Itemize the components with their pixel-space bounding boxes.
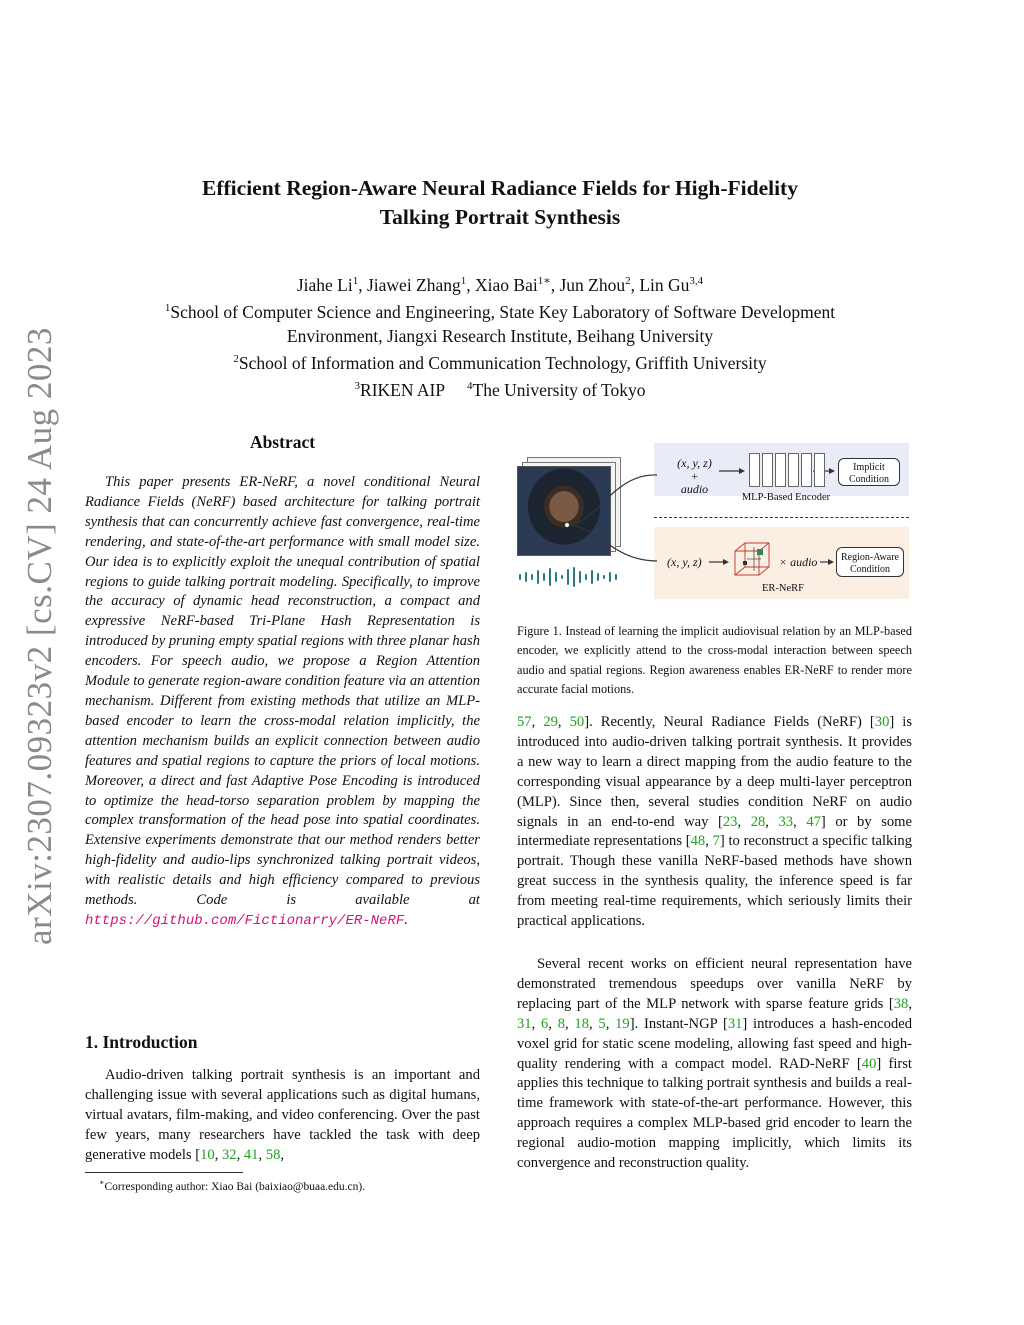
citation-link[interactable]: 31 bbox=[517, 1015, 532, 1032]
citation-link[interactable]: 19 bbox=[615, 1015, 630, 1032]
title-line-2: Talking Portrait Synthesis bbox=[379, 205, 621, 229]
paragraph-text: ] introduces a hash-encoded voxel grid for static scene modeling, allowing fast speed and high-quality rendering with a compact model. RAD-NeRF [ bbox=[517, 1015, 913, 1072]
box-line: Condition bbox=[849, 564, 890, 575]
box-line: Region-Aware bbox=[841, 552, 899, 563]
author-name: Xiao Bai bbox=[475, 274, 538, 295]
affiliation-3-4 bbox=[0, 375, 1000, 402]
author-block bbox=[0, 270, 1000, 403]
intro-paragraph: Audio-driven talking portrait synthesis is an important and challenging issue with several applications such as digital humans, virtual avatars, film-making, and video conferencing. Over the past few years, many researchers have tackled the task with deep generative models [10, 32, 41, 58, bbox=[85, 1067, 480, 1163]
mlp-layer bbox=[775, 453, 786, 487]
affiliation-sup: 4 bbox=[467, 380, 473, 393]
citation-link[interactable]: 57 bbox=[517, 714, 532, 730]
paragraph-text: ] to reconstruct a specific talking portrait. Though these vanilla NeRF-based methods have shown great success in the synthesis quality, the inference speed is far from meeting real-time requirements, which seriously limits their practical applications. bbox=[517, 833, 913, 930]
footnote-divider bbox=[85, 1172, 243, 1173]
box-line: Condition bbox=[848, 474, 889, 485]
mlp-layer bbox=[801, 453, 812, 487]
paragraph-text: Several recent works on efficient neural representation have demonstrated tremendous speedups over vanilla NeRF by replacing part of the MLP network with sparse feature grids [ bbox=[517, 956, 912, 1012]
author-list: Jiahe Li$^1$, Jiawei Zhang$^1$, Xiao Bai$^{1∗}$, Jun Zhou$^2$, Lin Gu$^{3,4}$ bbox=[296, 274, 704, 295]
region-aware-condition-box bbox=[836, 547, 904, 577]
author-sup: 3,4 bbox=[689, 275, 704, 287]
citation-link[interactable]: 30 bbox=[874, 714, 890, 730]
citation-link[interactable]: 8 bbox=[557, 1015, 565, 1032]
abstract-heading: Abstract bbox=[249, 432, 316, 452]
citation-link[interactable]: 38 bbox=[893, 995, 909, 1012]
mlp-encoder-label: MLP-Based Encoder bbox=[741, 492, 831, 503]
xyz-label: (x, y, z) bbox=[677, 456, 712, 470]
figure-caption: Figure 1. Instead of learning the implicit audiovisual relation by an MLP-based encoder, we explicitly attend to the cross-modal interaction between speech audio and spatial regions. Region awareness enables ER-NeRF to render more accurate facial motions. bbox=[517, 624, 912, 696]
citation-link[interactable]: 33 bbox=[778, 813, 794, 830]
xyz-audio-input bbox=[667, 457, 722, 496]
citation-link[interactable]: 5 bbox=[598, 1015, 606, 1032]
footnote bbox=[99, 1178, 365, 1193]
author-name: Jun Zhou bbox=[559, 274, 626, 295]
times-audio-label: × audio bbox=[779, 555, 818, 569]
author-sup: 1 bbox=[460, 275, 467, 287]
citation-link[interactable]: 48 bbox=[690, 833, 706, 850]
citation-link[interactable]: 31 bbox=[727, 1015, 743, 1032]
mlp-layer bbox=[788, 453, 799, 487]
right-paragraph-2: Several recent works on efficient neural representation have demonstrated tremendous speedups over vanilla NeRF by replacing part of the MLP network with sparse feature grids [38, 31, 6, 8, 18, 5, 19]. Instant-NGP [31] introduces a hash-encoded voxel grid for static scene modeling, allowing fast speed and high-quality rendering with a compact model. RAD-NeRF [40] first applies this technique to talking portrait synthesis and builds a real-time framework with state-of-the-art performance. However, this approach requires a complex MLP-based grid encoder to learn the regional audio-motion mapping implicitly, which limits its convergence and reconstruction quality. bbox=[517, 956, 913, 1172]
affiliation-text: The University of Tokyo bbox=[472, 380, 646, 401]
abstract-body bbox=[85, 473, 480, 932]
paper-title bbox=[0, 174, 1000, 232]
affiliation-2 bbox=[0, 348, 1000, 375]
mlp-encoder-icon bbox=[749, 453, 825, 487]
author-name: Lin Gu bbox=[639, 274, 690, 295]
paragraph-text: ] first applies this technique to talking portrait synthesis and builds a real-time framework with state-of-the-art performance. However, this approach requires a complex MLP-based grid encoder to learn the regional audio-motion mapping implicitly, which limits its convergence and reconstruction quality. bbox=[517, 1055, 912, 1172]
figure-1 bbox=[517, 443, 909, 601]
mlp-layer bbox=[749, 453, 760, 487]
citation-link[interactable]: 6 bbox=[541, 1015, 549, 1032]
citation-link[interactable]: 32 bbox=[221, 1146, 237, 1163]
citation-link[interactable]: 47 bbox=[806, 813, 821, 830]
footnote-mark: ∗ bbox=[99, 1178, 105, 1187]
author-sup: 1∗ bbox=[537, 275, 551, 287]
xyz-bottom-label: (x, y, z) bbox=[667, 555, 702, 569]
citation-link[interactable]: 7 bbox=[712, 833, 720, 850]
paragraph-text: ]. Instant-NGP [ bbox=[629, 1015, 728, 1032]
section-heading-introduction: 1. Introduction bbox=[85, 1032, 198, 1052]
citation-link[interactable]: 58 bbox=[265, 1146, 281, 1163]
affiliation-sup: 1 bbox=[164, 302, 171, 315]
mlp-layer bbox=[814, 453, 825, 487]
affiliation-sup: 2 bbox=[233, 353, 239, 366]
abstract-text: This paper presents ER-NeRF, a novel conditional Neural Radiance Fields (NeRF) based architecture for talking portrait synthesis that can concurrently achieve fast convergence, real-time rendering, and state-of-the-art performance with small model size. Our idea is to explicitly exploit the unequal contribution of spatial regions to guide talking portrait modeling. Specifically, to improve the accuracy of dynamic head reconstruction, a compact and expressive NeRF-based Tri-Plane Hash Representation is introduced by pruning empty spatial regions with three planar hash encoders. For speech audio, we propose a Region Attention Module to generate region-aware condition feature via an attention mechanism. Different from existing methods that utilize an MLP-based encoder to learn the cross-modal relation implicitly, the attention mechanism builds an explicit connection between audio features and spatial regions to capture the priors of local motions. Moreover, a direct and fast Adaptive Pose Encoding is introduced to optimize the head-torso separation problem by mapping the complex transformation of the head pose into spatial coordinates. Extensive experiments demonstrate that our method renders better high-fidelity and audio-lips synchronized talking portrait videos, with realistic details and high efficiency compared to previous methods. Code is available at bbox=[85, 474, 480, 909]
mlp-layer bbox=[762, 453, 773, 487]
affiliation-text: RIKEN AIP bbox=[360, 380, 446, 401]
paragraph-text: ] is introduced into audio-driven talking portrait synthesis. It provides a new way to learn a direct mapping from the audio feature to the corresponding visual appearance by a deep multi-layer perceptron (MLP). Since then, several studies condition NeRF on audio signals in an end-to-end way [ bbox=[517, 714, 913, 830]
code-link[interactable]: https://github.com/Fictionarry/ER-NeRF bbox=[85, 912, 405, 929]
affiliation-text: School of Information and Communication Technology, Griffith University bbox=[238, 352, 767, 373]
affiliation-1 bbox=[0, 297, 1000, 324]
citation-link[interactable]: 29 bbox=[543, 714, 558, 730]
paragraph-text: ] or by some intermediate representations [ bbox=[517, 813, 913, 850]
abstract-end: . bbox=[404, 911, 408, 928]
audio-label: audio bbox=[680, 482, 709, 496]
citation-link[interactable]: 50 bbox=[569, 714, 585, 730]
affiliation-1-cont: Environment, Jiangxi Research Institute, Beihang University bbox=[286, 325, 714, 346]
plus-sign: + bbox=[690, 469, 699, 483]
paragraph-text: ]. Recently, Neural Radiance Fields (NeRF) [ bbox=[584, 714, 875, 730]
affiliation-sup: 3 bbox=[354, 380, 361, 393]
author-sup: 1 bbox=[352, 275, 359, 287]
citation-link[interactable]: 41 bbox=[243, 1146, 259, 1163]
footnote-text: Corresponding author: Xiao Bai (baixiao@buaa.edu.cn). bbox=[104, 1180, 366, 1193]
arxiv-identifier: arXiv:2307.09323v2 [cs.CV] 24 Aug 2023 bbox=[20, 327, 59, 945]
intro-text: Audio-driven talking portrait synthesis is an important and challenging issue with several applications such as digital humans, virtual avatars, film-making, and video conferencing. Over the past few years, many researchers have tackled the task with deep generative models [ bbox=[85, 1067, 480, 1163]
citation-link[interactable]: 28 bbox=[750, 813, 766, 830]
citation-link[interactable]: 23 bbox=[722, 813, 738, 830]
citation-link[interactable]: 40 bbox=[861, 1055, 877, 1072]
author-name: Jiahe Li bbox=[296, 274, 353, 295]
author-sup: 2 bbox=[625, 275, 631, 287]
citation-link[interactable]: 10 bbox=[200, 1146, 215, 1163]
affiliation-text: School of Computer Science and Engineering, State Key Laboratory of Software Development bbox=[170, 302, 836, 323]
author-name: Jiawei Zhang bbox=[366, 274, 461, 295]
title-line-1: Efficient Region-Aware Neural Radiance Fields for High-Fidelity bbox=[202, 176, 798, 200]
region-grid-cube-icon bbox=[731, 539, 777, 579]
citation-link[interactable]: 18 bbox=[574, 1015, 589, 1032]
ernerf-label: ER-NeRF bbox=[762, 583, 804, 594]
box-line: Implicit bbox=[853, 462, 885, 473]
right-paragraph-1: 57, 29, 50]. Recently, Neural Radiance Fields (NeRF) [30] is introduced into audio-driven talking portrait synthesis. It provides a new way to learn a direct mapping from the audio feature to the corresponding visual appearance by a deep multi-layer perceptron (MLP). Since then, several studies condition NeRF on audio signals in an end-to-end way [23, 28, 33, 47] or by some intermediate representations [48, 7] to reconstruct a specific talking portrait. Though these vanilla NeRF-based methods have shown great success in the synthesis quality, the inference speed is far from meeting real-time requirements, which seriously limits their practical applications. bbox=[517, 714, 913, 930]
implicit-condition-box bbox=[838, 458, 900, 486]
